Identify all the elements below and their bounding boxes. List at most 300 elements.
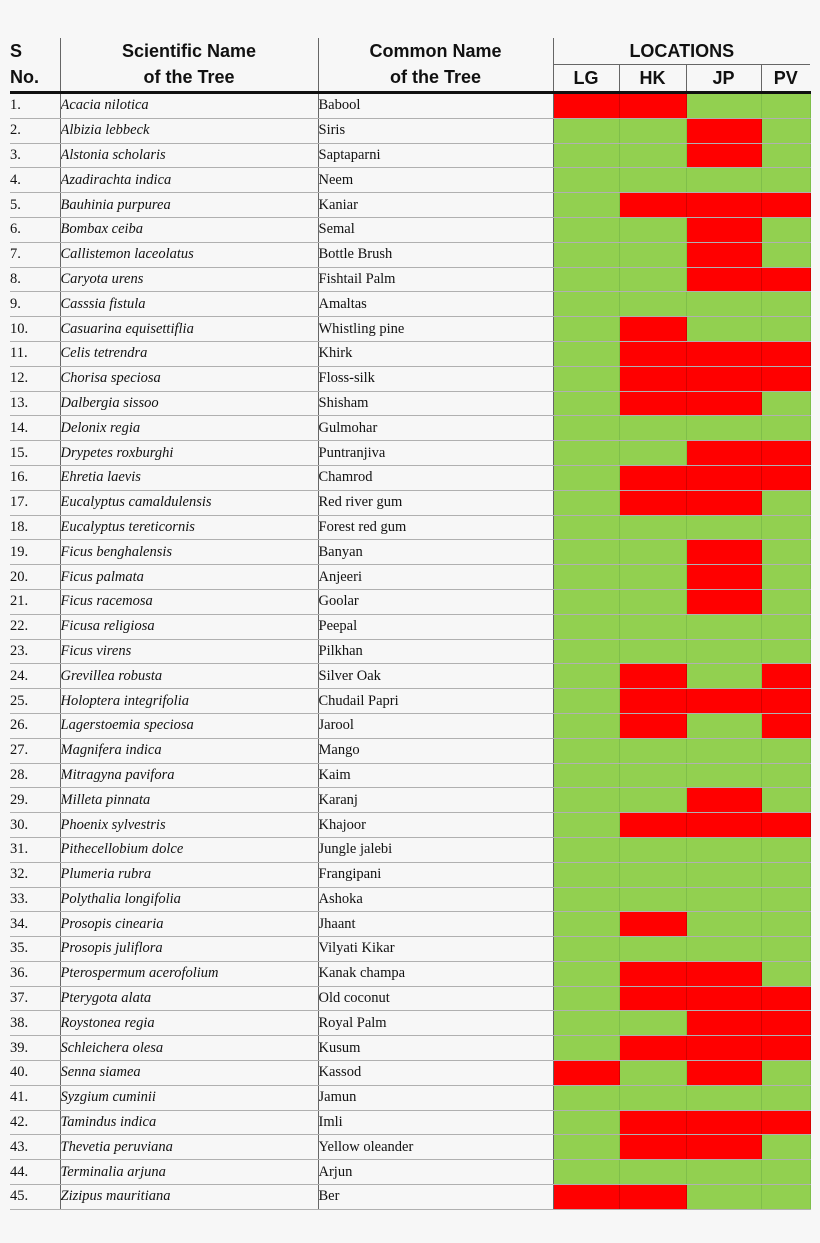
location-header-pv: PV [761, 65, 810, 93]
common-name: Khirk [318, 341, 553, 366]
scientific-name: Milleta pinnata [60, 788, 318, 813]
location-cell-jp-red [686, 341, 761, 366]
serial-number: 6. [10, 217, 60, 242]
location-cell-hk-green [619, 1160, 686, 1185]
location-cell-hk-green [619, 639, 686, 664]
location-cell-pv-red [761, 813, 810, 838]
location-cell-pv-green [761, 317, 810, 342]
location-cell-hk-green [619, 565, 686, 590]
location-cell-hk-red [619, 193, 686, 218]
scientific-name: Chorisa speciosa [60, 366, 318, 391]
scientific-name: Delonix regia [60, 416, 318, 441]
location-cell-jp-green [686, 912, 761, 937]
scientific-name: Acacia nilotica [60, 93, 318, 119]
location-cell-lg-green [553, 713, 619, 738]
common-name: Floss-silk [318, 366, 553, 391]
location-cell-jp-green [686, 664, 761, 689]
location-cell-lg-green [553, 912, 619, 937]
common-name: Kusum [318, 1036, 553, 1061]
scientific-name: Celis tetrendra [60, 341, 318, 366]
location-cell-hk-red [619, 317, 686, 342]
location-cell-lg-green [553, 416, 619, 441]
table-row [10, 986, 810, 1011]
location-cell-lg-green [553, 1011, 619, 1036]
scientific-name: Ficus benghalensis [60, 540, 318, 565]
scientific-name: Prosopis juliflora [60, 937, 318, 962]
scientific-name: Casuarina equisettiflia [60, 317, 318, 342]
location-cell-lg-green [553, 589, 619, 614]
scientific-name: Alstonia scholaris [60, 143, 318, 168]
scientific-name: Drypetes roxburghi [60, 441, 318, 466]
location-cell-jp-red [686, 788, 761, 813]
common-name: Semal [318, 217, 553, 242]
common-name: Kassod [318, 1061, 553, 1086]
serial-number: 22. [10, 614, 60, 639]
location-cell-pv-red [761, 193, 810, 218]
location-cell-lg-green [553, 614, 619, 639]
location-cell-pv-green [761, 540, 810, 565]
location-cell-hk-green [619, 763, 686, 788]
serial-number: 40. [10, 1061, 60, 1086]
location-cell-jp-red [686, 143, 761, 168]
scientific-name-header-line1: Scientific Name [60, 38, 318, 65]
location-cell-jp-green [686, 713, 761, 738]
table-row [10, 565, 810, 590]
table-row [10, 317, 810, 342]
location-cell-hk-red [619, 912, 686, 937]
location-cell-hk-red [619, 341, 686, 366]
location-cell-lg-green [553, 961, 619, 986]
common-name: Yellow oleander [318, 1135, 553, 1160]
location-cell-lg-green [553, 738, 619, 763]
location-cell-jp-red [686, 391, 761, 416]
table-row [10, 589, 810, 614]
location-cell-hk-green [619, 1011, 686, 1036]
location-cell-jp-green [686, 168, 761, 193]
serial-number: 30. [10, 813, 60, 838]
serial-number: 7. [10, 242, 60, 267]
common-name: Jungle jalebi [318, 837, 553, 862]
serial-number: 44. [10, 1160, 60, 1185]
serial-number: 4. [10, 168, 60, 193]
location-cell-hk-green [619, 1085, 686, 1110]
location-cell-jp-green [686, 862, 761, 887]
location-cell-hk-green [619, 738, 686, 763]
table-row [10, 217, 810, 242]
table-row [10, 1085, 810, 1110]
location-cell-lg-green [553, 490, 619, 515]
location-cell-pv-green [761, 118, 810, 143]
scientific-name-header-line2: of the Tree [60, 65, 318, 93]
location-cell-hk-red [619, 664, 686, 689]
scientific-name: Albizia lebbeck [60, 118, 318, 143]
location-cell-hk-red [619, 961, 686, 986]
location-cell-pv-green [761, 763, 810, 788]
location-cell-lg-green [553, 118, 619, 143]
location-cell-jp-green [686, 1185, 761, 1210]
location-cell-jp-red [686, 490, 761, 515]
table-row [10, 738, 810, 763]
common-name: Gulmohar [318, 416, 553, 441]
scientific-name: Eucalyptus camaldulensis [60, 490, 318, 515]
location-cell-pv-green [761, 937, 810, 962]
location-cell-hk-green [619, 292, 686, 317]
location-cell-hk-green [619, 143, 686, 168]
table-row [10, 143, 810, 168]
location-cell-pv-green [761, 1185, 810, 1210]
serial-number: 19. [10, 540, 60, 565]
location-cell-jp-red [686, 267, 761, 292]
scientific-name: Azadirachta indica [60, 168, 318, 193]
common-name: Chudail Papri [318, 689, 553, 714]
common-name: Kanak champa [318, 961, 553, 986]
serial-number: 24. [10, 664, 60, 689]
location-cell-hk-red [619, 986, 686, 1011]
location-cell-jp-green [686, 763, 761, 788]
location-cell-pv-green [761, 589, 810, 614]
location-cell-pv-green [761, 738, 810, 763]
scientific-name: Casssia fistula [60, 292, 318, 317]
location-cell-lg-green [553, 366, 619, 391]
table-row [10, 639, 810, 664]
common-name: Shisham [318, 391, 553, 416]
location-cell-lg-green [553, 317, 619, 342]
location-cell-lg-green [553, 565, 619, 590]
location-cell-hk-green [619, 416, 686, 441]
location-cell-hk-red [619, 1036, 686, 1061]
serial-number: 37. [10, 986, 60, 1011]
scientific-name: Grevillea robusta [60, 664, 318, 689]
location-cell-jp-red [686, 441, 761, 466]
location-cell-jp-green [686, 837, 761, 862]
location-cell-pv-green [761, 1135, 810, 1160]
location-cell-jp-green [686, 738, 761, 763]
common-name: Red river gum [318, 490, 553, 515]
location-cell-jp-red [686, 1036, 761, 1061]
table-row [10, 341, 810, 366]
scientific-name: Pterospermum acerofolium [60, 961, 318, 986]
location-cell-lg-green [553, 1135, 619, 1160]
scientific-name: Senna siamea [60, 1061, 318, 1086]
serial-number: 39. [10, 1036, 60, 1061]
location-cell-pv-red [761, 986, 810, 1011]
scientific-name: Pterygota alata [60, 986, 318, 1011]
table-row [10, 912, 810, 937]
table-row [10, 713, 810, 738]
table-row [10, 664, 810, 689]
location-cell-pv-green [761, 1085, 810, 1110]
table-row [10, 937, 810, 962]
table-row [10, 961, 810, 986]
location-cell-jp-red [686, 366, 761, 391]
location-cell-lg-green [553, 391, 619, 416]
location-header-hk: HK [619, 65, 686, 93]
common-name: Ber [318, 1185, 553, 1210]
serial-number: 34. [10, 912, 60, 937]
location-cell-hk-green [619, 589, 686, 614]
location-cell-hk-green [619, 118, 686, 143]
common-name: Babool [318, 93, 553, 119]
location-cell-pv-green [761, 887, 810, 912]
common-name: Vilyati Kikar [318, 937, 553, 962]
table-row [10, 416, 810, 441]
common-name: Khajoor [318, 813, 553, 838]
location-cell-hk-red [619, 813, 686, 838]
common-name: Fishtail Palm [318, 267, 553, 292]
location-cell-jp-green [686, 292, 761, 317]
location-cell-hk-red [619, 465, 686, 490]
table-row [10, 292, 810, 317]
common-name: Silver Oak [318, 664, 553, 689]
scientific-name: Phoenix sylvestris [60, 813, 318, 838]
serial-number: 26. [10, 713, 60, 738]
location-cell-lg-red [553, 1185, 619, 1210]
serial-number: 18. [10, 515, 60, 540]
location-cell-pv-green [761, 292, 810, 317]
scientific-name: Holoptera integrifolia [60, 689, 318, 714]
location-cell-pv-green [761, 217, 810, 242]
serial-number: 31. [10, 837, 60, 862]
serial-number: 28. [10, 763, 60, 788]
location-cell-lg-green [553, 143, 619, 168]
location-cell-lg-green [553, 267, 619, 292]
table-row [10, 441, 810, 466]
serial-number: 21. [10, 589, 60, 614]
serial-number: 8. [10, 267, 60, 292]
table-row [10, 689, 810, 714]
common-name: Karanj [318, 788, 553, 813]
scientific-name: Lagerstoemia speciosa [60, 713, 318, 738]
location-cell-pv-green [761, 1061, 810, 1086]
scientific-name: Callistemon laceolatus [60, 242, 318, 267]
serial-number: 42. [10, 1110, 60, 1135]
location-cell-jp-red [686, 1110, 761, 1135]
location-cell-hk-green [619, 1061, 686, 1086]
location-cell-hk-green [619, 837, 686, 862]
table-row [10, 391, 810, 416]
location-cell-lg-green [553, 217, 619, 242]
common-name: Arjun [318, 1160, 553, 1185]
location-cell-jp-green [686, 937, 761, 962]
location-cell-pv-red [761, 366, 810, 391]
serial-number: 20. [10, 565, 60, 590]
location-cell-hk-green [619, 515, 686, 540]
location-cell-lg-red [553, 93, 619, 119]
common-name-header-line2: of the Tree [318, 65, 553, 93]
location-cell-jp-red [686, 540, 761, 565]
table-row [10, 193, 810, 218]
serial-number: 5. [10, 193, 60, 218]
serial-number: 35. [10, 937, 60, 962]
location-cell-jp-green [686, 887, 761, 912]
table-body [10, 93, 810, 1210]
common-name-header-line1: Common Name [318, 38, 553, 65]
location-header-jp: JP [686, 65, 761, 93]
serial-number: 14. [10, 416, 60, 441]
location-cell-jp-green [686, 614, 761, 639]
common-name: Saptaparni [318, 143, 553, 168]
location-cell-hk-green [619, 267, 686, 292]
location-cell-lg-green [553, 813, 619, 838]
location-cell-hk-red [619, 1185, 686, 1210]
table-row [10, 168, 810, 193]
location-cell-pv-green [761, 391, 810, 416]
common-name: Mango [318, 738, 553, 763]
location-cell-lg-green [553, 689, 619, 714]
table-row [10, 837, 810, 862]
table-row [10, 1110, 810, 1135]
location-cell-pv-green [761, 168, 810, 193]
scientific-name: Pithecellobium dolce [60, 837, 318, 862]
serial-number: 23. [10, 639, 60, 664]
common-name: Jhaant [318, 912, 553, 937]
location-cell-jp-red [686, 1135, 761, 1160]
serial-number: 27. [10, 738, 60, 763]
serial-number: 15. [10, 441, 60, 466]
common-name: Banyan [318, 540, 553, 565]
table-row [10, 862, 810, 887]
location-cell-lg-green [553, 763, 619, 788]
location-cell-jp-red [686, 465, 761, 490]
location-cell-lg-green [553, 465, 619, 490]
location-cell-lg-green [553, 1160, 619, 1185]
location-cell-pv-green [761, 565, 810, 590]
common-name: Whistling pine [318, 317, 553, 342]
location-cell-lg-green [553, 862, 619, 887]
location-cell-lg-green [553, 242, 619, 267]
scientific-name: Ficusa religiosa [60, 614, 318, 639]
table-row [10, 1011, 810, 1036]
serial-number: 29. [10, 788, 60, 813]
location-cell-jp-red [686, 1011, 761, 1036]
location-cell-lg-green [553, 837, 619, 862]
common-name: Forest red gum [318, 515, 553, 540]
location-cell-pv-green [761, 912, 810, 937]
scientific-name: Ficus racemosa [60, 589, 318, 614]
serial-number: 32. [10, 862, 60, 887]
location-cell-hk-green [619, 862, 686, 887]
serial-number: 41. [10, 1085, 60, 1110]
location-cell-lg-green [553, 788, 619, 813]
location-cell-jp-red [686, 986, 761, 1011]
location-cell-pv-red [761, 1110, 810, 1135]
common-name: Ashoka [318, 887, 553, 912]
common-name: Amaltas [318, 292, 553, 317]
serial-number: 45. [10, 1185, 60, 1210]
serial-number: 12. [10, 366, 60, 391]
location-cell-lg-green [553, 986, 619, 1011]
location-cell-jp-green [686, 639, 761, 664]
scientific-name: Prosopis cinearia [60, 912, 318, 937]
scientific-name: Bauhinia purpurea [60, 193, 318, 218]
common-name: Jarool [318, 713, 553, 738]
table-row [10, 614, 810, 639]
common-name: Pilkhan [318, 639, 553, 664]
location-cell-pv-red [761, 713, 810, 738]
scientific-name: Roystonea regia [60, 1011, 318, 1036]
location-cell-hk-red [619, 366, 686, 391]
location-cell-hk-green [619, 887, 686, 912]
table-row [10, 788, 810, 813]
serial-number: 33. [10, 887, 60, 912]
common-name: Anjeeri [318, 565, 553, 590]
location-cell-pv-green [761, 614, 810, 639]
location-cell-hk-green [619, 168, 686, 193]
serial-number: 16. [10, 465, 60, 490]
table-row [10, 1061, 810, 1086]
table-row [10, 267, 810, 292]
common-name: Frangipani [318, 862, 553, 887]
location-cell-pv-red [761, 1011, 810, 1036]
table-row [10, 490, 810, 515]
serial-number: 9. [10, 292, 60, 317]
location-cell-pv-green [761, 242, 810, 267]
location-cell-pv-red [761, 689, 810, 714]
common-name: Bottle Brush [318, 242, 553, 267]
serial-number: 3. [10, 143, 60, 168]
location-cell-jp-green [686, 1085, 761, 1110]
location-cell-lg-green [553, 341, 619, 366]
location-cell-hk-red [619, 490, 686, 515]
location-cell-hk-green [619, 540, 686, 565]
common-name: Neem [318, 168, 553, 193]
common-name: Puntranjiva [318, 441, 553, 466]
locations-header: LOCATIONS [553, 38, 810, 65]
serial-number: 1. [10, 93, 60, 119]
location-cell-lg-green [553, 292, 619, 317]
common-name: Old coconut [318, 986, 553, 1011]
location-cell-hk-green [619, 217, 686, 242]
location-cell-pv-green [761, 416, 810, 441]
table-row [10, 1036, 810, 1061]
scientific-name: Plumeria rubra [60, 862, 318, 887]
common-name: Jamun [318, 1085, 553, 1110]
location-cell-hk-red [619, 391, 686, 416]
location-cell-lg-green [553, 639, 619, 664]
table-row [10, 813, 810, 838]
scientific-name: Mitragyna pavifora [60, 763, 318, 788]
table-row [10, 515, 810, 540]
location-cell-hk-red [619, 93, 686, 119]
location-cell-lg-green [553, 168, 619, 193]
scientific-name: Polythalia longifolia [60, 887, 318, 912]
location-cell-pv-red [761, 267, 810, 292]
location-cell-pv-red [761, 465, 810, 490]
serial-number: 10. [10, 317, 60, 342]
common-name: Royal Palm [318, 1011, 553, 1036]
location-cell-pv-green [761, 490, 810, 515]
location-cell-jp-red [686, 589, 761, 614]
scientific-name: Thevetia peruviana [60, 1135, 318, 1160]
common-name: Kaim [318, 763, 553, 788]
location-cell-jp-red [686, 118, 761, 143]
scientific-name: Dalbergia sissoo [60, 391, 318, 416]
table-row [10, 1135, 810, 1160]
common-name: Siris [318, 118, 553, 143]
location-cell-hk-red [619, 1110, 686, 1135]
header-row-2 [10, 65, 810, 93]
scientific-name: Magnifera indica [60, 738, 318, 763]
location-cell-pv-green [761, 515, 810, 540]
serial-number: 38. [10, 1011, 60, 1036]
header-row-1 [10, 38, 810, 65]
serial-number: 11. [10, 341, 60, 366]
location-cell-lg-green [553, 664, 619, 689]
scientific-name: Caryota urens [60, 267, 318, 292]
location-header-lg: LG [553, 65, 619, 93]
table-row [10, 242, 810, 267]
location-cell-hk-green [619, 614, 686, 639]
